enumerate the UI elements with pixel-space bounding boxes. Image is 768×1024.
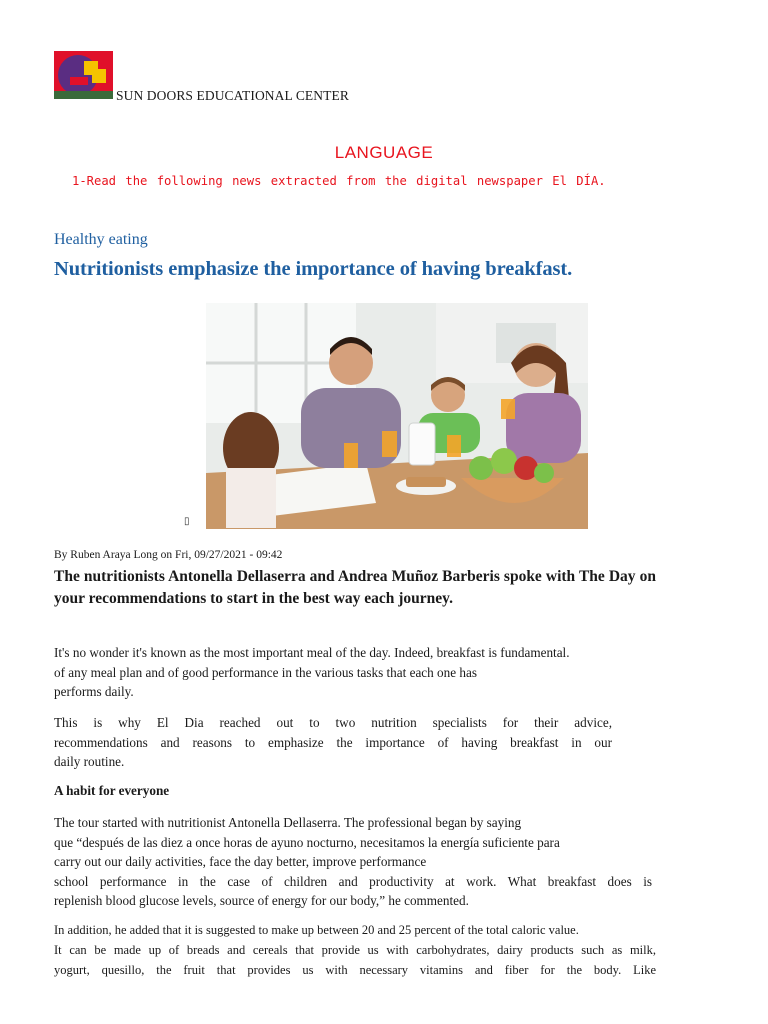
paragraph-1	[54, 643, 654, 702]
instruction-text: 1-Read the following news extracted from the digital newspaper El DÍA.	[72, 174, 606, 188]
article-byline: By Ruben Araya Long on Fri, 09/27/2021 - 09:42	[54, 549, 283, 561]
subject-title: LANGUAGE	[334, 143, 434, 162]
paragraph-4	[54, 920, 656, 980]
paragraph-line: The tour started with nutritionist Antonella Dellaserra. The professional began by saying	[54, 815, 522, 830]
paragraph-3	[54, 813, 652, 911]
paragraph-line: In addition, he added that it is suggested to make up between 20 and 25 percent of the total caloric value.	[54, 923, 579, 937]
paragraph-line: carry out our daily activities, face the day better, improve performance	[54, 854, 427, 869]
paragraph-line: recommendations and reasons to emphasize the importance of having breakfast in our	[54, 734, 612, 750]
organization-name: SUN DOORS EDUCATIONAL CENTER	[116, 88, 349, 103]
section-subhead: A habit for everyone	[54, 783, 170, 798]
paragraph-line: school performance in the case of children and productivity at work. What breakfast does is	[54, 873, 652, 889]
sun-doors-logo	[54, 51, 113, 99]
paragraph-line: It can be made up of breads and cereals that provide us with carbohydrates, dairy products such as milk,	[54, 943, 656, 957]
paragraph-line: yogurt, quesillo, the fruit that provides us with necessary vitamins and fiber for the body. Like	[54, 963, 656, 977]
paragraph-line: This is why El Dia reached out to two nutrition specialists for their advice,	[54, 715, 612, 730]
paragraph-2	[54, 713, 612, 772]
missing-glyph-icon: ▯	[184, 516, 190, 527]
paragraph-line: of any meal plan and of good performance in the various tasks that each one has	[54, 664, 477, 680]
family-breakfast-photo	[206, 303, 588, 529]
section-tag: Healthy eating	[54, 231, 148, 248]
paragraph-line: que “después de las diez a once horas de ayuno nocturno, necesitamos la energía suficiente para	[54, 834, 560, 850]
paragraph-line: performs daily.	[54, 684, 134, 699]
paragraph-line: It's no wonder it's known as the most important meal of the day. Indeed, breakfast is fundamental.	[54, 645, 570, 660]
article-lead: The nutritionists Antonella Dellaserra and Andrea Muñoz Barberis spoke with The Day on your recommendations to start in the best way each journey.	[54, 568, 656, 607]
article-headline: Nutritionists emphasize the importance of having breakfast.	[54, 258, 573, 280]
paragraph-line: daily routine.	[54, 754, 125, 769]
paragraph-line: replenish blood glucose levels, source of energy for our body,” he commented.	[54, 893, 469, 908]
